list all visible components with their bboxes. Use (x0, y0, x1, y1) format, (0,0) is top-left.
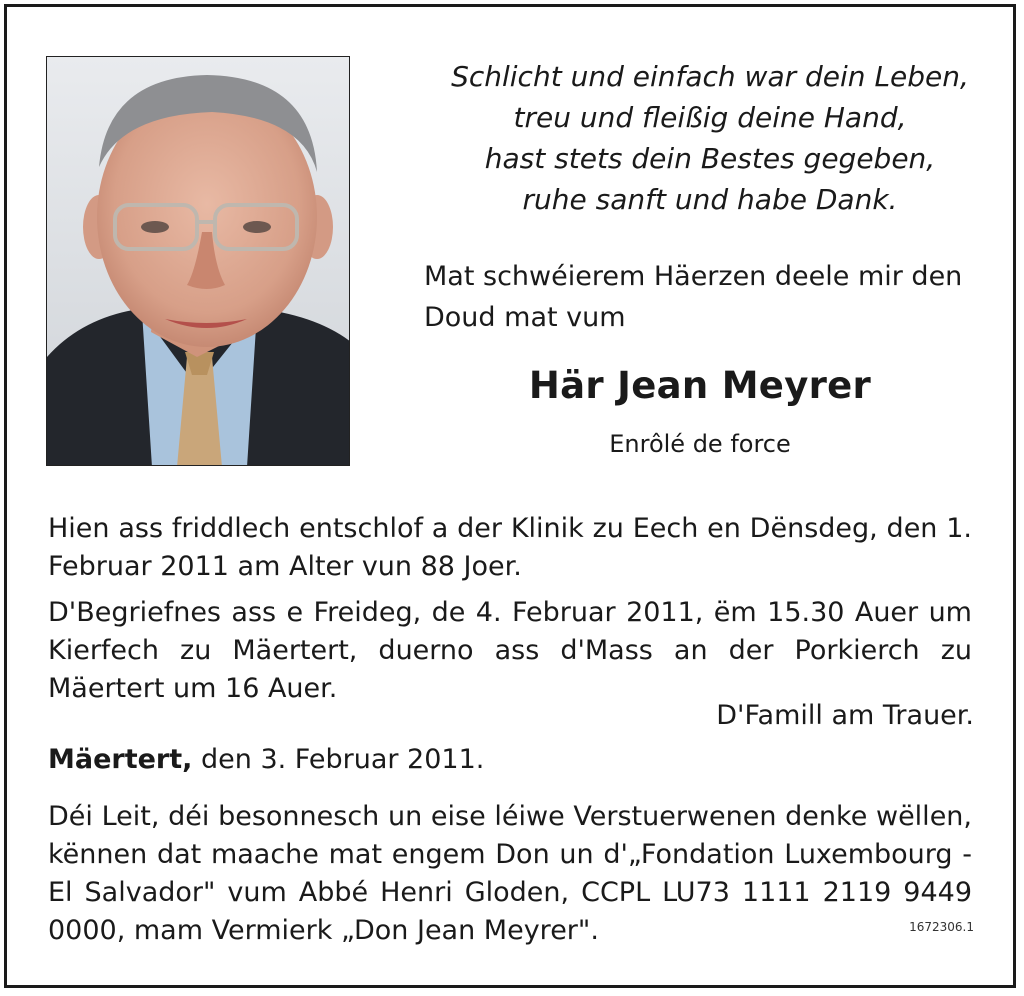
date: den 3. Februar 2011. (201, 744, 485, 775)
funeral-paragraph: D'Begriefnes ass e Freideg, de 4. Februar 2011, ëm 15.30 Auer um Kierfech zu Mäertert, duerno ass d'Mass an der Porkierch zu Mäertert um 16 Auer. (48, 597, 972, 704)
poem-line: Schlicht und einfach war dein Leben, (451, 60, 969, 93)
poem-line: treu und fleißig deine Hand, (513, 101, 907, 134)
family-signature: D'Famill am Trauer. (716, 700, 974, 731)
poem (420, 56, 1000, 220)
poem-line: hast stets dein Bestes gegeben, (484, 142, 936, 175)
place: Mäertert, (48, 744, 193, 775)
portrait-photo (46, 56, 350, 466)
announcement-intro: Mat schwéierem Häerzen deele mir den Doud mat vum (424, 261, 963, 333)
place-date (48, 744, 484, 775)
deceased-name: Här Jean Meyrer (528, 364, 872, 407)
portrait-illustration (47, 57, 350, 466)
reference-number: 1672306.1 (909, 920, 974, 934)
death-paragraph: Hien ass friddlech entschlof a der Klinik zu Eech en Dënsdeg, den 1. Februar 2011 am Alter vun 88 Joer. (48, 513, 972, 582)
donation-paragraph: Déi Leit, déi besonnesch un eise léiwe Verstuerwenen denke wëllen, kënnen dat maache mat engem Don un d'„Fondation Luxembourg - El Salvador" vum Abbé Henri Gloden, CCPL LU73 1111 2119 9449 0000, mam Vermierk „Don Jean Meyrer". (48, 801, 972, 946)
deceased-subtitle: Enrôlé de force (609, 430, 791, 458)
poem-line: ruhe sanft und habe Dank. (522, 183, 898, 216)
